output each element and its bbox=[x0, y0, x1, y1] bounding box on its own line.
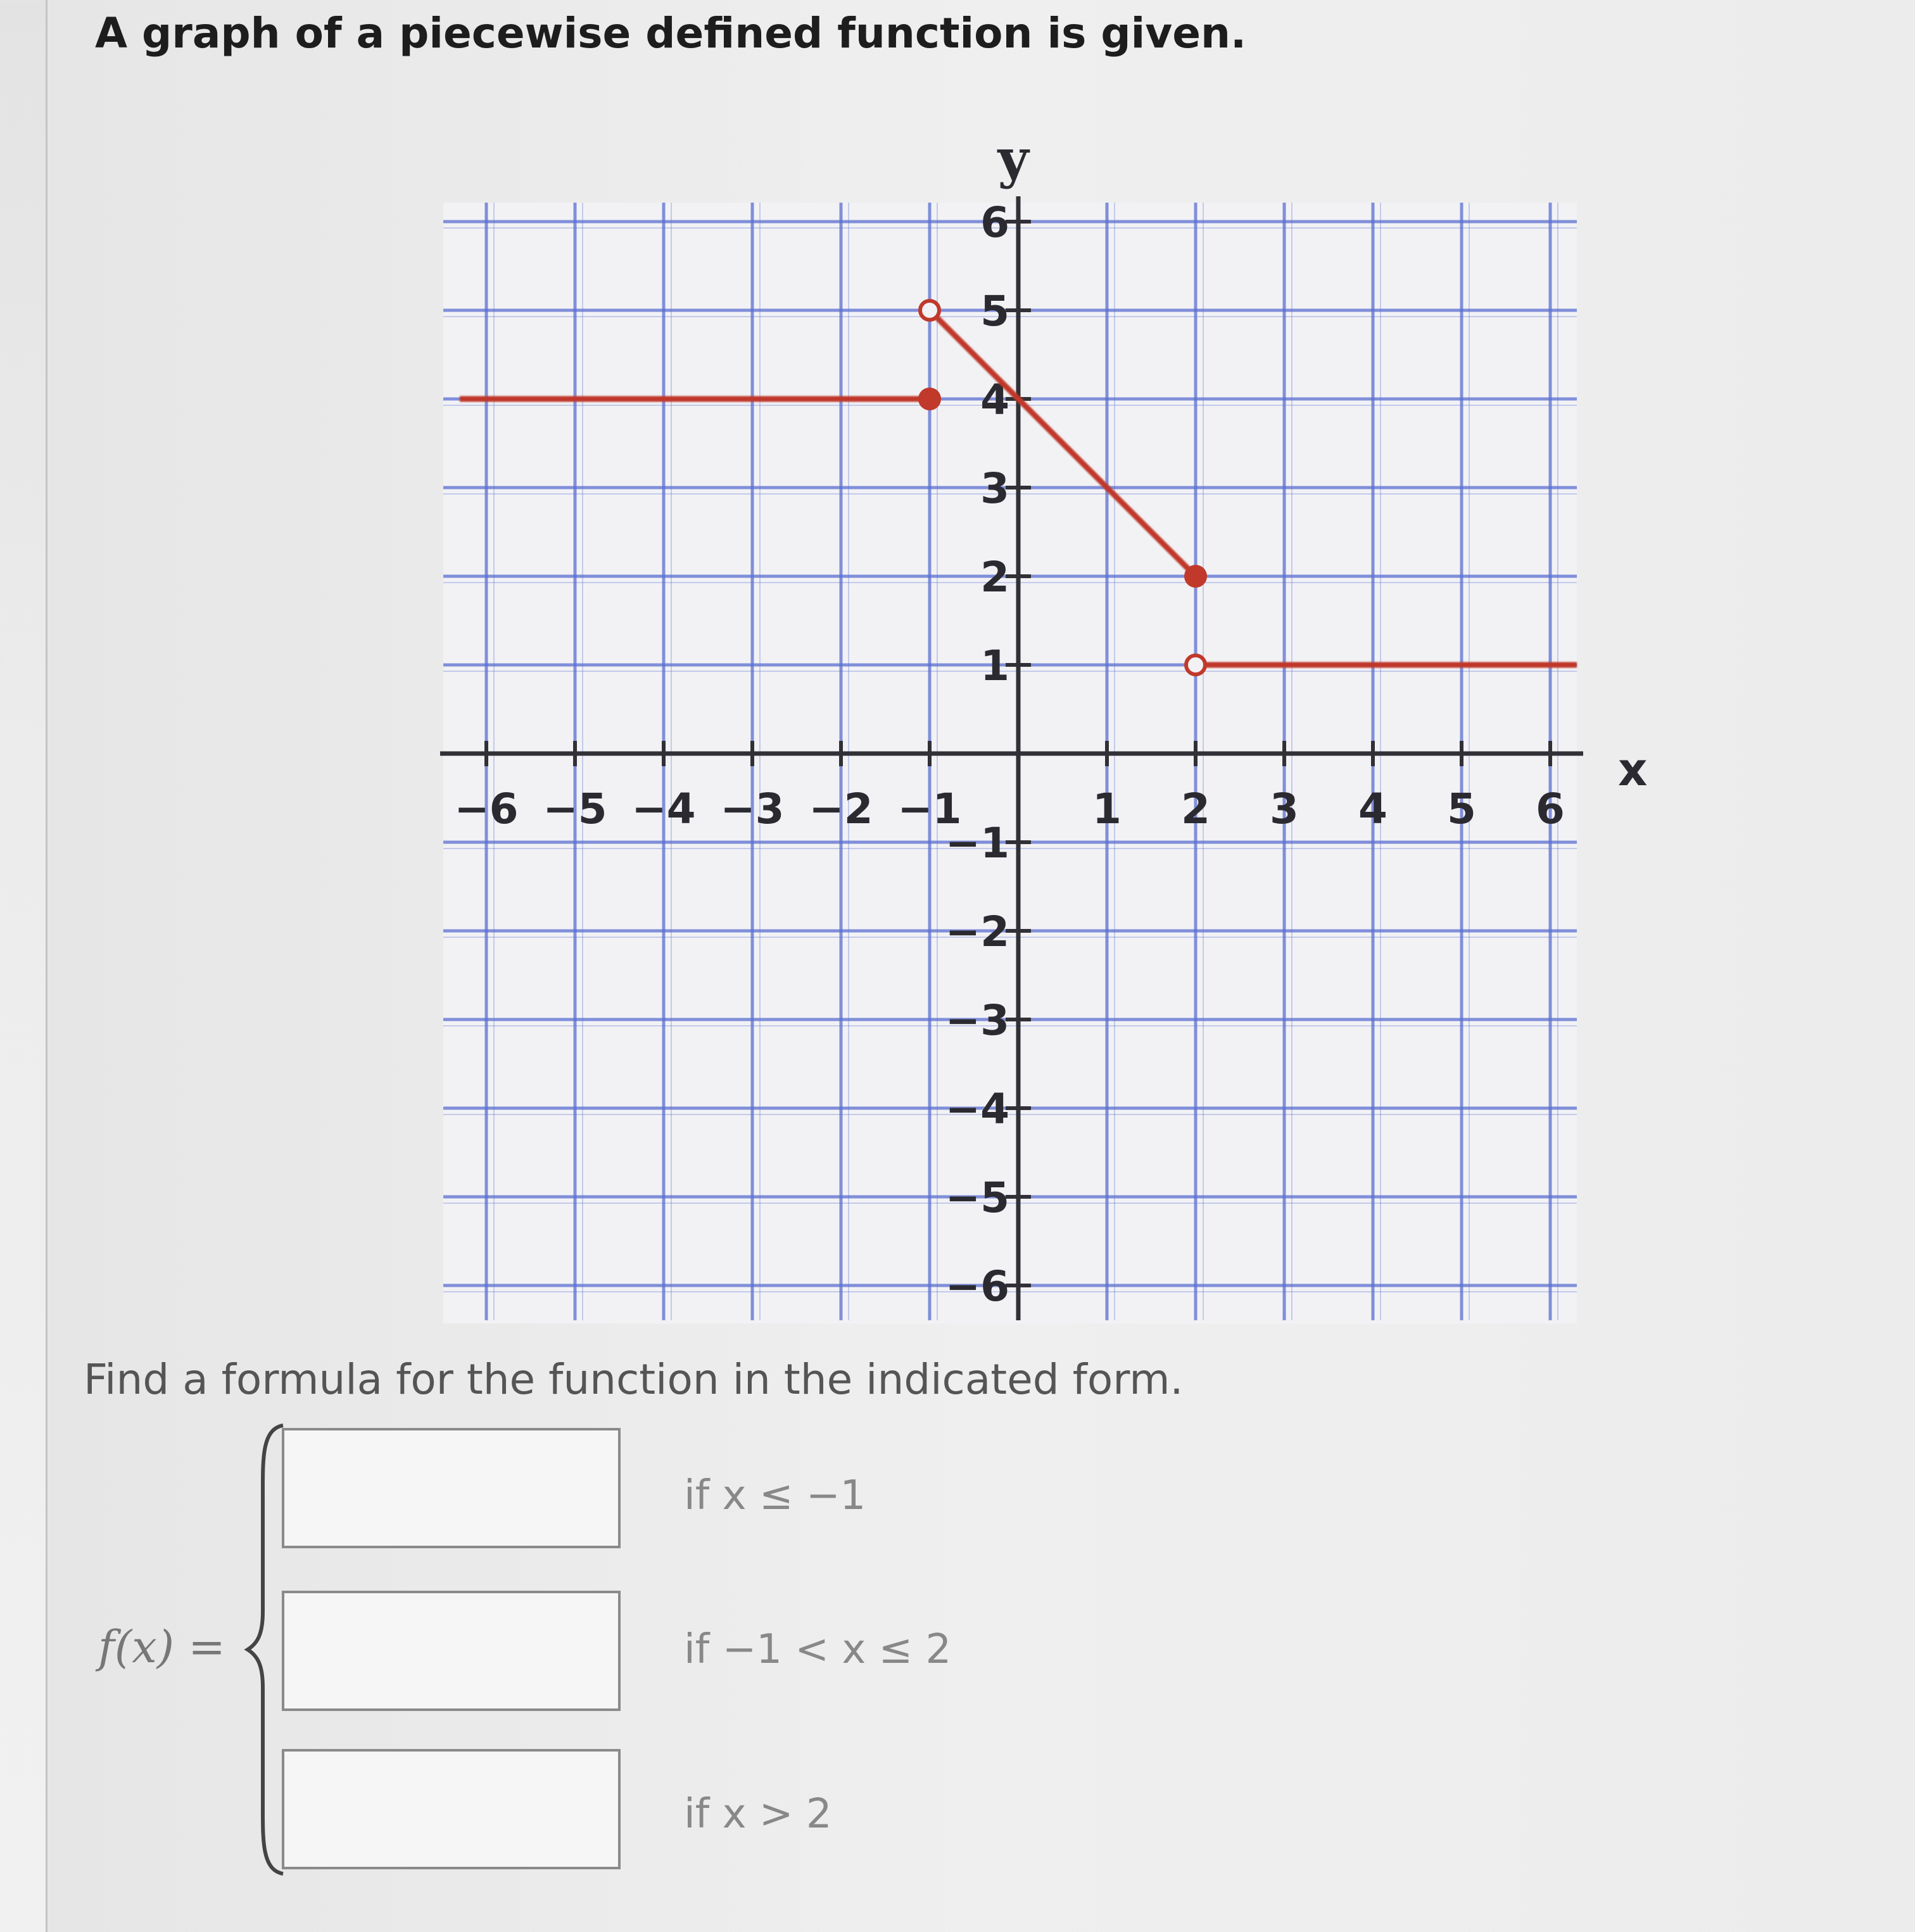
y-tick-label: 4 bbox=[980, 376, 1009, 424]
y-tick-label: 3 bbox=[980, 464, 1009, 513]
instruction-text: Find a formula for the function in the indicated form. bbox=[84, 1355, 1184, 1404]
piece-3-input[interactable] bbox=[282, 1749, 621, 1869]
piece-3-condition: if x > 2 bbox=[684, 1791, 832, 1838]
y-tick-label: 2 bbox=[980, 553, 1009, 602]
x-axis-label: x bbox=[1618, 743, 1648, 796]
x-tick-label: −1 bbox=[897, 785, 962, 833]
open-dot bbox=[1186, 655, 1205, 674]
piece-2-input[interactable] bbox=[282, 1591, 621, 1711]
y-axis-label: y bbox=[997, 127, 1029, 190]
y-tick-label: 5 bbox=[980, 287, 1009, 336]
y-tick-label: −4 bbox=[945, 1085, 1009, 1133]
y-tick-label: −2 bbox=[945, 907, 1009, 956]
x-tick-label: −4 bbox=[631, 785, 696, 833]
open-dot bbox=[920, 301, 939, 320]
y-tick-label: −3 bbox=[945, 996, 1009, 1045]
piece-1-input[interactable] bbox=[282, 1428, 621, 1548]
x-tick-label: 1 bbox=[1092, 785, 1122, 833]
piece-1-condition: if x ≤ −1 bbox=[684, 1472, 866, 1519]
y-tick-label: −5 bbox=[945, 1173, 1009, 1222]
graph-background bbox=[443, 203, 1577, 1323]
y-tick-label: 1 bbox=[980, 641, 1009, 690]
y-tick-label: −6 bbox=[945, 1262, 1009, 1311]
function-label: f(x) = bbox=[98, 1621, 225, 1673]
question-text: A graph of a piecewise defined function is given. bbox=[95, 9, 1247, 58]
x-tick-label: −3 bbox=[720, 785, 785, 833]
x-tick-label: −5 bbox=[543, 785, 607, 833]
y-tick-label: −1 bbox=[945, 819, 1009, 868]
y-tick-label: 6 bbox=[980, 198, 1009, 247]
closed-dot bbox=[920, 389, 939, 408]
x-tick-label: 3 bbox=[1270, 785, 1299, 833]
piece-2-condition: if −1 < x ≤ 2 bbox=[684, 1626, 952, 1673]
x-tick-label: 4 bbox=[1358, 785, 1387, 833]
x-tick-label: 2 bbox=[1181, 785, 1210, 833]
x-tick-label: 6 bbox=[1536, 785, 1565, 833]
closed-dot bbox=[1186, 567, 1205, 586]
x-tick-label: 5 bbox=[1447, 785, 1476, 833]
x-tick-label: −2 bbox=[809, 785, 873, 833]
x-tick-label: −6 bbox=[454, 785, 519, 833]
